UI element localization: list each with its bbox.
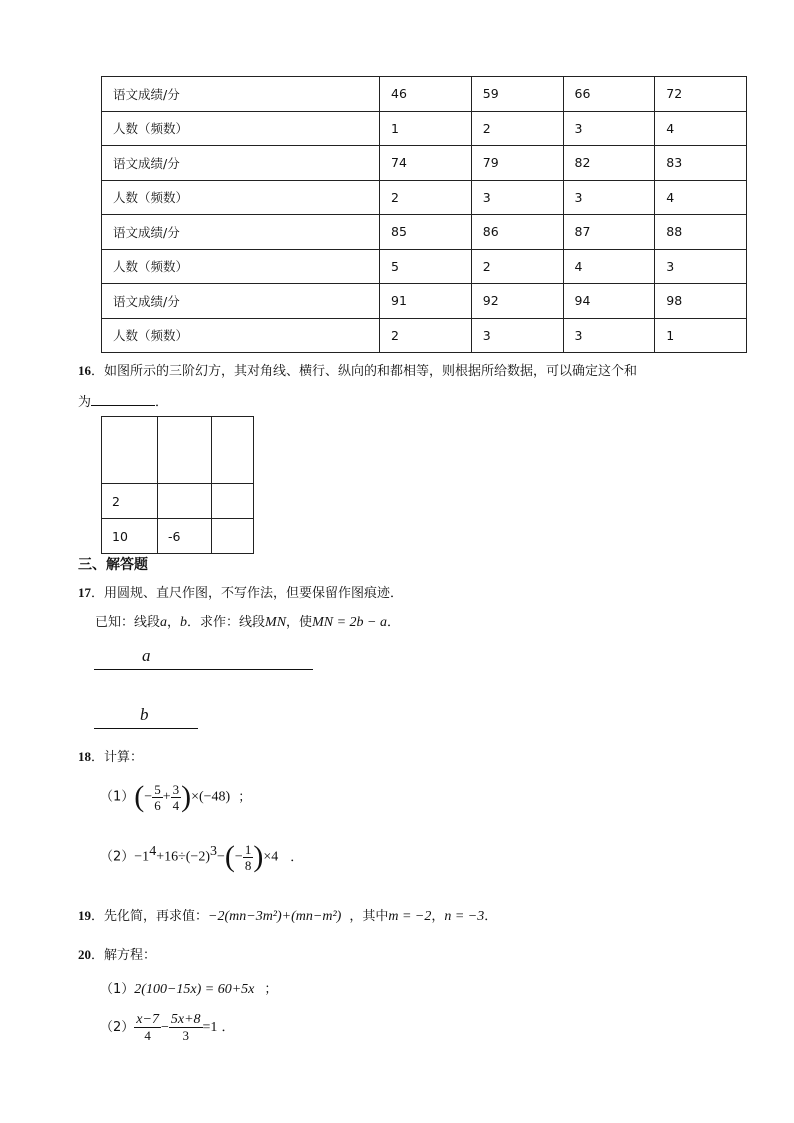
magic-cell (212, 519, 254, 554)
table-cell: 3 (471, 318, 563, 353)
magic-square (101, 416, 254, 554)
magic-cell: 2 (102, 484, 158, 519)
score-table (101, 76, 747, 353)
table-cell: 语文成绩/分 (102, 77, 380, 112)
table-cell: 82 (563, 146, 655, 181)
table-cell: 79 (471, 146, 563, 181)
table-cell: 人数（频数） (102, 249, 380, 284)
table-cell: 1 (655, 318, 747, 353)
table-row (102, 215, 747, 250)
magic-row (102, 484, 254, 519)
question-20-part1: （1）2(100−15x) = 60+5x ； (100, 982, 278, 997)
question-20-part2: （2） $\frac{x-7}{4}$ − $\frac{5x+8}{3}$ =1 ． (100, 1012, 235, 1043)
table-cell: 66 (563, 77, 655, 112)
question-text: 如图所示的三阶幻方，其对角线、横行、纵向的和都相等，则根据所给数据，可以确定这个和 (104, 364, 638, 379)
table-cell: 92 (471, 284, 563, 319)
table-row (102, 111, 747, 146)
question-18-part2: $(2)-1^4+16\div(-2)^3-(-$ $\frac{1}{8}$ )×4 ． (100, 840, 304, 873)
table-cell: 5 (380, 249, 472, 284)
table-row (102, 284, 747, 319)
table-cell: 语文成绩/分 (102, 284, 380, 319)
section-title: 三、解答题 (78, 557, 148, 573)
table-cell: 3 (471, 180, 563, 215)
segment-b-label: b (140, 705, 149, 724)
magic-cell (158, 417, 212, 484)
table-cell: 人数（频数） (102, 318, 380, 353)
table-cell: 2 (471, 249, 563, 284)
table-cell: 语文成绩/分 (102, 215, 380, 250)
table-cell: 59 (471, 77, 563, 112)
magic-row (102, 417, 254, 484)
magic-cell: -6 (158, 519, 212, 554)
magic-cell (212, 484, 254, 519)
table-row (102, 77, 747, 112)
question-17-given: 已知：线段a，b．求作：线段MN，使MN = 2b − a． (95, 615, 400, 630)
table-cell: 人数（频数） (102, 111, 380, 146)
segment-a (94, 669, 313, 670)
question-18: 18．计算： (78, 749, 144, 765)
table-cell: 3 (563, 180, 655, 215)
table-cell: 4 (655, 111, 747, 146)
question-17: 17．用圆规、直尺作图，不写作法，但要保留作图痕迹． (78, 585, 404, 601)
segment-a-label: a (142, 646, 151, 665)
table-row (102, 146, 747, 181)
question-number: 16 (78, 363, 91, 378)
table-cell: 46 (380, 77, 472, 112)
table-row (102, 318, 747, 353)
table-cell: 语文成绩/分 (102, 146, 380, 181)
table-cell: 人数（频数） (102, 180, 380, 215)
magic-row (102, 519, 254, 554)
table-cell: 83 (655, 146, 747, 181)
table-cell: 2 (380, 180, 472, 215)
table-cell: 85 (380, 215, 472, 250)
table-cell: 86 (471, 215, 563, 250)
magic-cell (102, 417, 158, 484)
table-cell: 4 (655, 180, 747, 215)
table-cell: 98 (655, 284, 747, 319)
table-cell: 3 (563, 111, 655, 146)
question-19: 19．先化简，再求值：−2(mn−3m²)+(mn−m²) ，其中m = −2，n = −3． (78, 908, 498, 924)
table-cell: 91 (380, 284, 472, 319)
answer-blank[interactable] (91, 393, 155, 406)
question-16: 16．如图所示的三阶幻方，其对角线、横行、纵向的和都相等，则根据所给数据，可以确定这个和 (78, 363, 638, 379)
table-cell: 1 (380, 111, 472, 146)
magic-cell (212, 417, 254, 484)
table-cell: 94 (563, 284, 655, 319)
table-cell: 4 (563, 249, 655, 284)
segment-b (94, 728, 198, 729)
table-cell: 2 (380, 318, 472, 353)
question-16-line2: 为 ． (78, 395, 169, 410)
table-cell: 74 (380, 146, 472, 181)
table-row (102, 180, 747, 215)
table-cell: 2 (471, 111, 563, 146)
table-cell: 3 (655, 249, 747, 284)
magic-cell (158, 484, 212, 519)
table-cell: 88 (655, 215, 747, 250)
table-cell: 87 (563, 215, 655, 250)
table-row (102, 249, 747, 284)
table-cell: 72 (655, 77, 747, 112)
magic-cell: 10 (102, 519, 158, 554)
question-20: 20．解方程： (78, 947, 157, 963)
question-18-part1: （1）(− $\frac{5}{6}$ + $\frac{3}{4}$ )×(−48) ； (100, 780, 252, 813)
table-cell: 3 (563, 318, 655, 353)
